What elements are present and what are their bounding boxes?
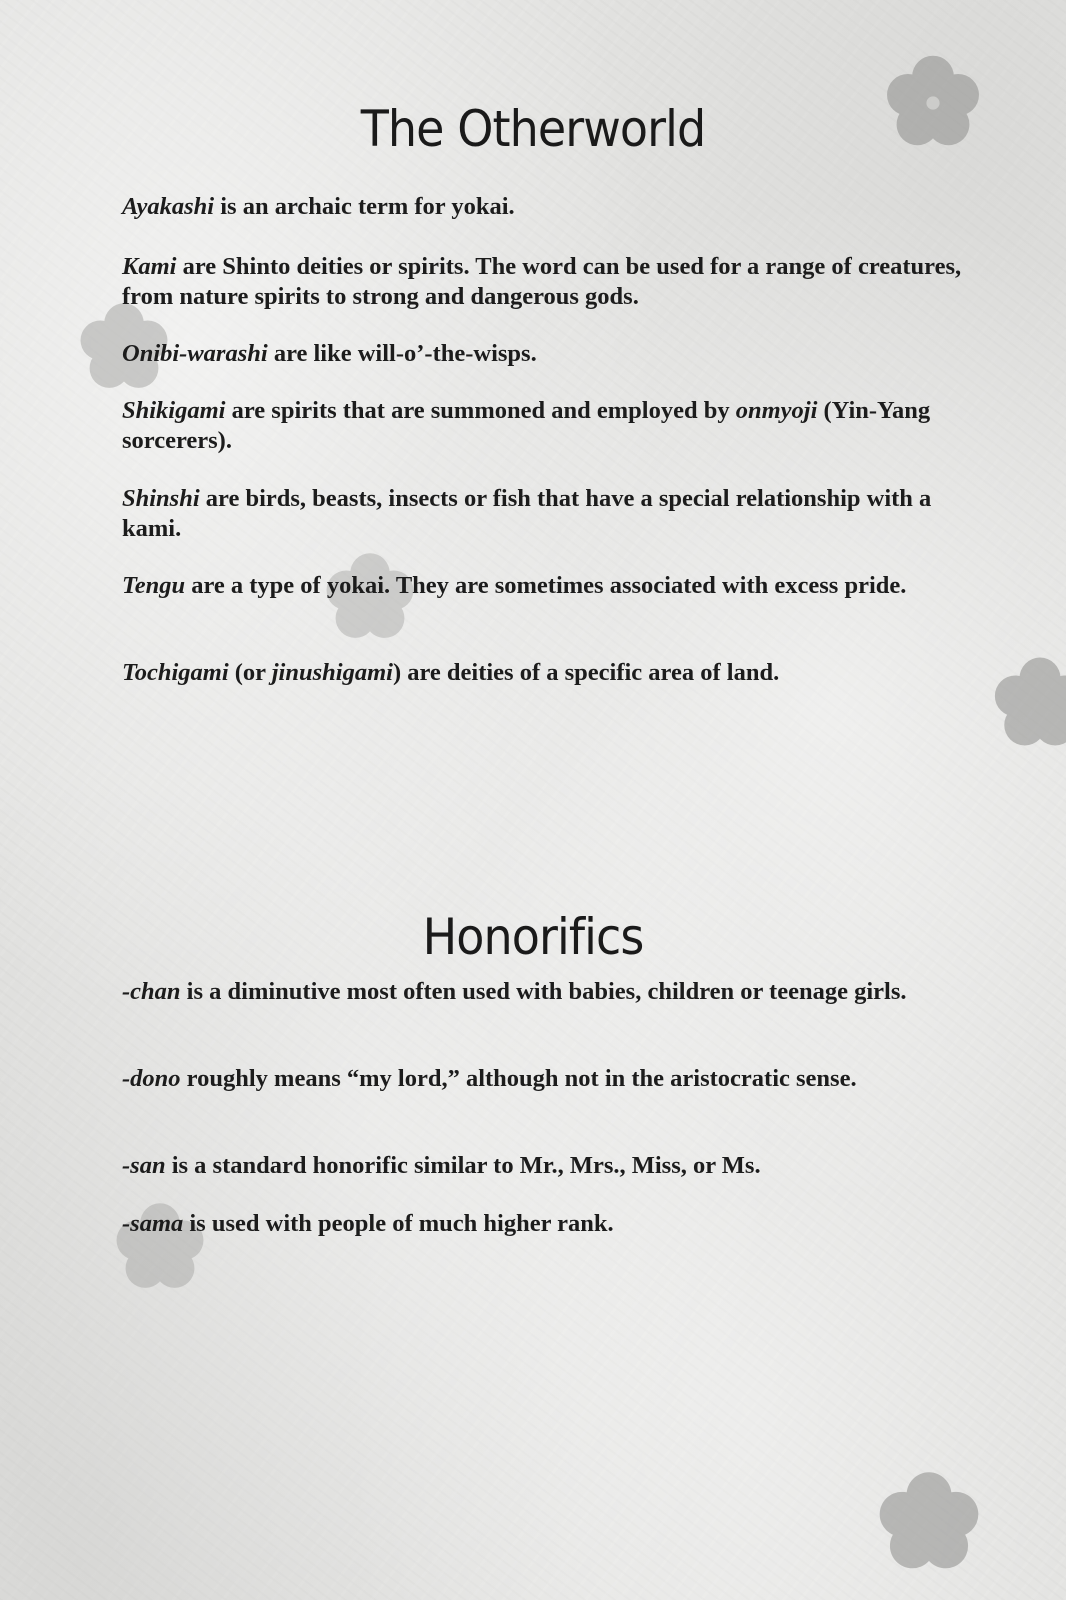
glossary-term: -san bbox=[122, 1152, 166, 1179]
glossary-definition: (or bbox=[228, 659, 272, 686]
glossary-definition: are like will-o’-the-wisps. bbox=[267, 340, 537, 367]
glossary-entry-sama bbox=[122, 1209, 962, 1239]
glossary-definition-cont: (Yin-Yang sorcerers). bbox=[122, 397, 931, 454]
glossary-definition-cont: ) are deities of a specific area of land. bbox=[392, 659, 780, 686]
glossary-definition: are a type of yokai. They are sometimes associated with excess pride. bbox=[185, 572, 907, 599]
glossary-entry-kami bbox=[122, 252, 962, 312]
plum-blossom-icon bbox=[986, 650, 1066, 758]
glossary-entry-chan bbox=[122, 977, 962, 1007]
glossary-definition: roughly means “my lord,” although not in the aristocratic sense. bbox=[180, 1065, 857, 1092]
glossary-definition: is used with people of much higher rank. bbox=[183, 1210, 614, 1237]
glossary-definition: is an archaic term for yokai. bbox=[214, 193, 515, 220]
glossary-term: Tengu bbox=[122, 572, 186, 599]
glossary-definition: is a diminutive most often used with babies, children or teenage girls. bbox=[180, 978, 907, 1005]
section-heading-otherworld: The Otherworld bbox=[360, 100, 706, 158]
glossary-entry-dono bbox=[122, 1064, 962, 1094]
glossary-entry-onibi-warashi bbox=[122, 339, 962, 369]
glossary-definition: are Shinto deities or spirits. The word can be used for a range of creatures, from nature spirits to strong and dangerous gods. bbox=[122, 253, 962, 310]
section-heading-honorifics: Honorifics bbox=[422, 908, 644, 966]
glossary-entry-san bbox=[122, 1151, 962, 1181]
glossary-term: -dono bbox=[122, 1065, 181, 1092]
glossary-term: Kami bbox=[122, 253, 177, 280]
glossary-entry-ayakashi bbox=[122, 192, 962, 222]
glossary-definition: are spirits that are summoned and employed by bbox=[225, 397, 736, 424]
glossary-definition: is a standard honorific similar to Mr., Mrs., Miss, or Ms. bbox=[165, 1152, 761, 1179]
glossary-term: Tochigami bbox=[122, 659, 229, 686]
glossary-entry-shikigami bbox=[122, 396, 962, 456]
glossary-definition: are birds, beasts, insects or fish that have a special relationship with a kami. bbox=[122, 485, 932, 542]
glossary-term-secondary: jinushigami bbox=[271, 659, 393, 686]
glossary-term: Shikigami bbox=[122, 397, 226, 424]
glossary-entry-tochigami bbox=[122, 658, 962, 688]
glossary-term: -chan bbox=[122, 978, 181, 1005]
glossary-term: -sama bbox=[122, 1210, 184, 1237]
glossary-term: Ayakashi bbox=[122, 193, 215, 220]
glossary-entry-shinshi bbox=[122, 484, 962, 544]
glossary-term: Shinshi bbox=[122, 485, 200, 512]
glossary-entry-tengu bbox=[122, 571, 962, 601]
plum-blossom-icon bbox=[870, 1464, 988, 1582]
glossary-term: Onibi-warashi bbox=[122, 340, 268, 367]
glossary-term-secondary: onmyoji bbox=[735, 397, 818, 424]
